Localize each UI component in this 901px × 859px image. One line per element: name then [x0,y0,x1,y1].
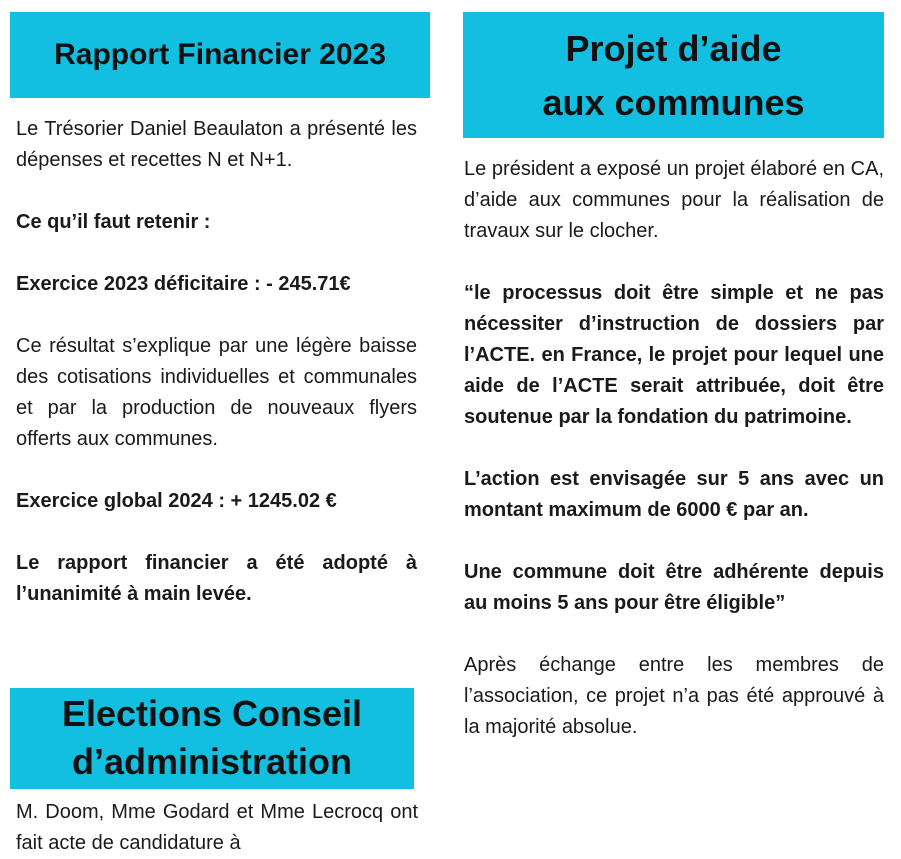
paragraph-president: Le président a exposé un projet élaboré en CA, d’aide aux communes pour la réalisation de travaux sur le clocher. [464,158,884,242]
right-column [463,12,884,774]
elections-body [16,797,418,859]
section-heading-elections [10,688,414,789]
paragraph-tresorier: Le Trésorier Daniel Beaulaton a présenté les dépenses et recettes N et N+1. [16,118,417,171]
heading-line-2: aux communes [542,82,805,123]
paragraph-processus: “le processus doit être simple et ne pas nécessiter d’instruction de dossiers par l’ACTE. en France, le projet pour lequel une aide de l’ACTE serait attribuée, doit être soutenue par la fondation du patrimoine. [464,282,884,428]
paragraph-exercice-2024: Exercice global 2024 : + 1245.02 € [16,490,337,512]
paragraph-retenir: Ce qu’il faut retenir : [16,211,211,233]
section-heading-projet-aide [463,12,884,138]
section-heading-rapport-financier [10,12,430,98]
heading-line-2: d’administration [71,741,353,782]
paragraph-resultat-vote: Après échange entre les membres de l’association, ce projet n’a pas été approuvé à la majorité absolue. [464,654,884,738]
paragraph-candidatures: M. Doom, Mme Godard et Mme Lecrocq ont fait acte de candidature à [16,801,418,854]
paragraph-eligibilite: Une commune doit être adhérente depuis au moins 5 ans pour être éligible” [464,561,884,614]
heading-line-1: Elections Conseil [61,693,363,734]
heading-line-1: Projet d’aide [565,28,782,69]
paragraph-explication: Ce résultat s’explique par une légère baisse des cotisations individuelles et communales et par la production de nouveaux flyers offerts aux communes. [16,335,417,450]
paragraph-exercice-2023: Exercice 2023 déficitaire : - 245.71€ [16,273,351,295]
left-column [10,12,430,641]
paragraph-action: L’action est envisagée sur 5 ans avec un montant maximum de 6000 € par an. [464,468,884,521]
heading-text: Rapport Financier 2023 [54,38,386,71]
paragraph-adoption: Le rapport financier a été adopté à l’unanimité à main levée. [16,552,417,605]
